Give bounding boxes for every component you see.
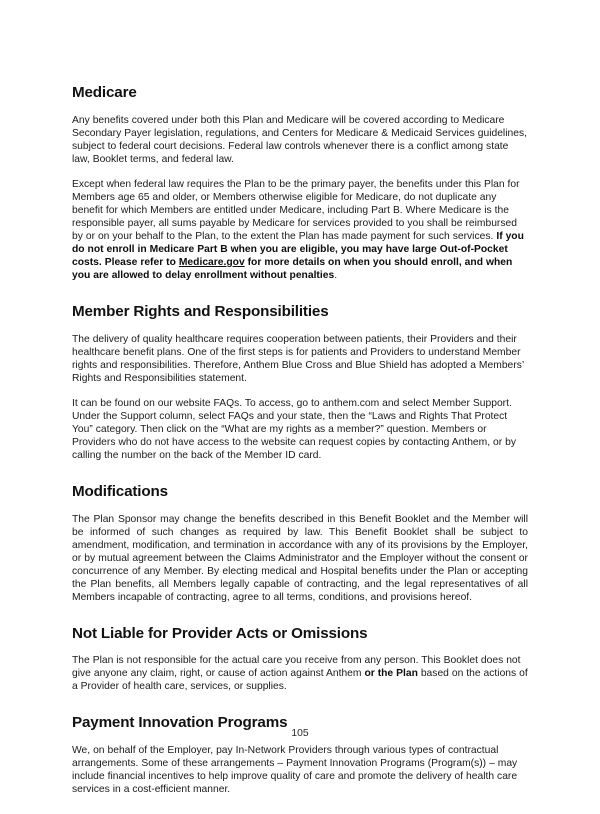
section-heading-member-rights: Member Rights and Responsibilities — [72, 302, 329, 320]
section-heading-not-liable: Not Liable for Provider Acts or Omissions — [72, 624, 368, 642]
bold-text: or the Plan — [364, 668, 418, 680]
section-heading-payment-innovation: Payment Innovation Programs — [72, 714, 288, 732]
medicare-gov-link[interactable]: Medicare.gov — [178, 256, 245, 268]
text-run: Except when federal law requires the Plan to be the primary payer, the benefits under this Plan for Members age 65 and older, or Members otherwise eligible for Medicare, do not duplicate any benefit for which Members are entitled under Medicare, including Part B. Where Medicare is the responsible payer, all sums payable by Medicare for services provided to you shall be reimbursed by or on your behalf to the Plan, to the extent the Plan has made payment for such services. — [72, 179, 520, 243]
text-run: The Plan Sponsor may change the benefits described in this Benefit Booklet and the Member will be informed of such changes as required by law. This Benefit Booklet shall be subject to amendment, modification, and termination in accordance with any of its provisions by the Employer, or by mutual agreement between the Claims Administrator and the Employer without the consent or concurrence of any Member. By electing medical and Hospital benefits under the Plan or accepting the Plan benefits, all Members legally capable of contracting, and the legal representatives of all Members incapable of contracting, agree to all terms, conditions, and provisions hereof. — [72, 513, 528, 603]
paragraph-modifications-p1 — [72, 514, 528, 605]
text-run: . — [334, 269, 338, 281]
text-run: We, on behalf of the Employer, pay In-Network Providers through various types of contractual arrangements. Some of these arrangements – Payment Innovation Programs (Program(s)) – may include financial incentives to help improve quality of care and promote the delivery of health care services in a cost-efficient manner. — [72, 745, 518, 796]
paragraph-medicare-p1 — [72, 115, 528, 167]
page-number: 105 — [291, 728, 309, 739]
paragraph-payment-innovation-p1 — [72, 745, 528, 797]
document-content — [72, 84, 528, 814]
section-heading-modifications: Modifications — [72, 482, 168, 500]
text-run: The delivery of quality healthcare requires cooperation between patients, their Providers and their healthcare benefit plans. One of the first steps is for patients and Providers to understand Member rights and responsibilities. Therefore, Anthem Blue Cross and Blue Shield has adopted a Members’ Rights and Responsibilities statement. — [72, 333, 524, 384]
paragraph-not-liable-p1 — [72, 655, 528, 694]
text-run: It can be found on our website FAQs. To access, go to anthem.com and select Member Support. Under the Support column, select FAQs and your state, then the “Laws and Rights That Protect You” category. Then click on the “What are my rights as a member?” question. Members or Providers who do not have access to the website can request copies by contacting Anthem, or by calling the number on the back of the Member ID card. — [72, 398, 517, 461]
text-run: The Plan is not responsible for the actual care you receive from any person. This Booklet does not give anyone any claim, right, or cause of action against Anthem — [72, 655, 521, 680]
bold-text: If you do not enroll in Medicare Part B when you are eligible, you may have large Out-of-Pocket costs. Please refer to — [72, 231, 524, 268]
text-run: based on the actions of a Provider of health care, services, or supplies. — [72, 668, 528, 693]
section-heading-medicare: Medicare — [72, 84, 137, 101]
paragraph-medicare-p2 — [72, 179, 528, 283]
paragraph-member-rights-p1 — [72, 334, 528, 386]
paragraph-member-rights-p2 — [72, 398, 528, 463]
text-run: Any benefits covered under both this Plan and Medicare will be covered according to Medicare Secondary Payer legislation, regulations, and Centers for Medicare & Medicaid Services guidelines, subject to federal court decisions. Federal law controls whenever there is a conflict among state law, Booklet terms, and federal law. — [72, 114, 527, 165]
bold-text: for more details on when you should enroll, and when you are allowed to delay enrollment without penalties — [72, 256, 513, 281]
